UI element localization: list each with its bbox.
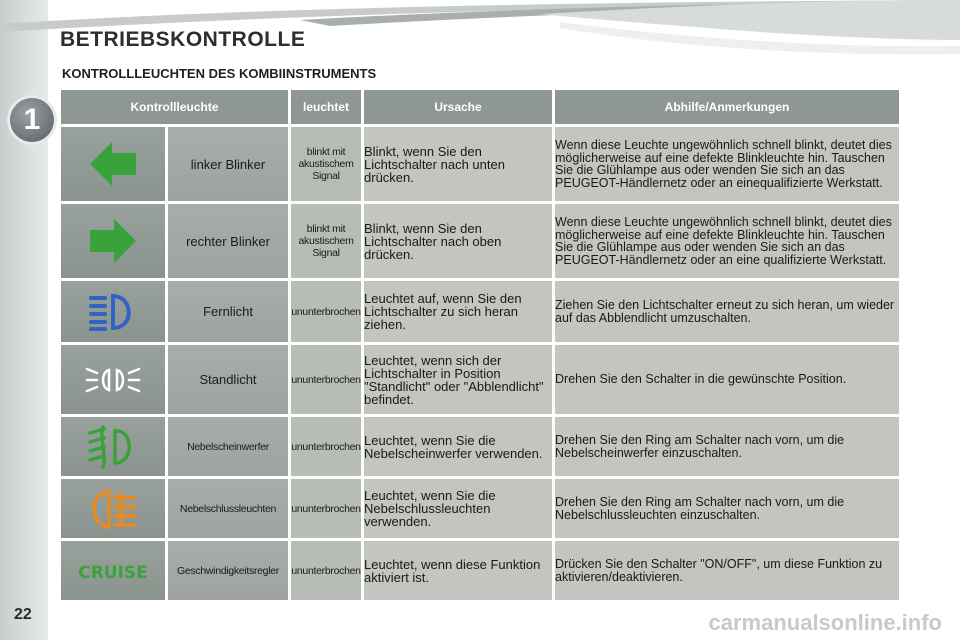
- light-cause: Leuchtet auf, wenn Sie den Lichtschalter zu sich heran ziehen.: [364, 281, 552, 342]
- light-remedy: Wenn diese Leuchte ungewöhnlich schnell blinkt, deutet dies möglicherweise auf eine defekte Blinkleuchte hin. Tauschen Sie die Glühlampe aus oder wenden Sie sich an das PEUGEOT-Händlernetz oder an eine qualifizierte Werkstatt.: [555, 204, 899, 278]
- light-name: Standlicht: [168, 345, 288, 414]
- cruise-icon-label: CRUISE: [78, 562, 148, 583]
- light-remedy: Drehen Sie den Ring am Schalter nach vorn, um die Nebelscheinwerfer einzuschalten.: [555, 417, 899, 476]
- section-title: KONTROLLLEUCHTEN DES KOMBIINSTRUMENTS: [62, 66, 377, 81]
- table-row: [61, 345, 899, 414]
- page-number: 22: [14, 606, 32, 623]
- light-mode: ununterbrochen: [291, 345, 361, 414]
- column-header: Abhilfe/Anmerkungen: [555, 90, 899, 124]
- right-arrow-icon: [88, 216, 138, 266]
- light-name: Nebelscheinwerfer: [168, 417, 288, 476]
- table-row: [61, 541, 899, 600]
- left-sidebar-strip: [0, 0, 48, 640]
- light-cause: Leuchtet, wenn Sie die Nebelschlussleuchten verwenden.: [364, 479, 552, 538]
- indicator-icon-cell: [61, 127, 165, 201]
- indicator-icon-cell: [61, 417, 165, 476]
- rear-fog-light-icon: [87, 487, 139, 531]
- front-fog-light-icon: [87, 425, 139, 469]
- light-name: rechter Blinker: [168, 204, 288, 278]
- table-row: [61, 204, 899, 278]
- table-row: [61, 417, 899, 476]
- light-name: linker Blinker: [168, 127, 288, 201]
- table-row: [61, 479, 899, 538]
- chapter-badge: 1: [10, 98, 54, 142]
- indicator-icon-cell: [61, 204, 165, 278]
- light-cause: Leuchtet, wenn sich der Lichtschalter in Position "Standlicht" oder "Abblendlicht" befindet.: [364, 345, 552, 414]
- light-remedy: Drehen Sie den Schalter in die gewünschte Position.: [555, 345, 899, 414]
- table-row: [61, 127, 899, 201]
- light-remedy: Ziehen Sie den Lichtschalter erneut zu sich heran, um wieder auf das Abblendlicht umzuschalten.: [555, 281, 899, 342]
- high-beam-icon: [87, 292, 139, 332]
- side-light-icon: [85, 365, 141, 395]
- light-mode: ununterbrochen: [291, 281, 361, 342]
- light-mode: blinkt mit akustischem Signal: [291, 204, 361, 278]
- watermark: carmanualsonline.info: [708, 610, 942, 635]
- table-header-row: [61, 90, 899, 124]
- left-arrow-icon: [88, 139, 138, 189]
- light-remedy: Wenn diese Leuchte ungewöhnlich schnell blinkt, deutet dies möglicherweise auf eine defekte Blinkleuchte hin. Tauschen Sie die Glühlampe aus oder wenden Sie sich an das PEUGEOT-Händlernetz oder an einequalifizierte Werkstatt.: [555, 127, 899, 201]
- column-header: leuchtet: [291, 90, 361, 124]
- light-mode: ununterbrochen: [291, 479, 361, 538]
- column-header: Ursache: [364, 90, 552, 124]
- indicator-icon-cell: [61, 345, 165, 414]
- light-cause: Blinkt, wenn Sie den Lichtschalter nach oben drücken.: [364, 204, 552, 278]
- cruise-icon: [77, 559, 149, 583]
- warning-lights-table: [58, 87, 902, 603]
- table-row: [61, 281, 899, 342]
- light-remedy: Drehen Sie den Ring am Schalter nach vorn, um die Nebelschlussleuchten einzuschalten.: [555, 479, 899, 538]
- light-cause: Blinkt, wenn Sie den Lichtschalter nach unten drücken.: [364, 127, 552, 201]
- light-remedy: Drücken Sie den Schalter "ON/OFF", um diese Funktion zu aktivieren/deaktivieren.: [555, 541, 899, 600]
- page-header-title: BETRIEBSKONTROLLE: [60, 28, 306, 51]
- light-name: Geschwindigkeitsregler: [168, 541, 288, 600]
- light-cause: Leuchtet, wenn Sie die Nebelscheinwerfer verwenden.: [364, 417, 552, 476]
- light-name: Nebelschlussleuchten: [168, 479, 288, 538]
- light-mode: blinkt mit akustischem Signal: [291, 127, 361, 201]
- light-mode: ununterbrochen: [291, 541, 361, 600]
- light-name: Fernlicht: [168, 281, 288, 342]
- column-header: Kontrollleuchte: [61, 90, 288, 124]
- indicator-icon-cell: [61, 281, 165, 342]
- light-cause: Leuchtet, wenn diese Funktion aktiviert ist.: [364, 541, 552, 600]
- light-mode: ununterbrochen: [291, 417, 361, 476]
- indicator-icon-cell: [61, 541, 165, 600]
- indicator-icon-cell: [61, 479, 165, 538]
